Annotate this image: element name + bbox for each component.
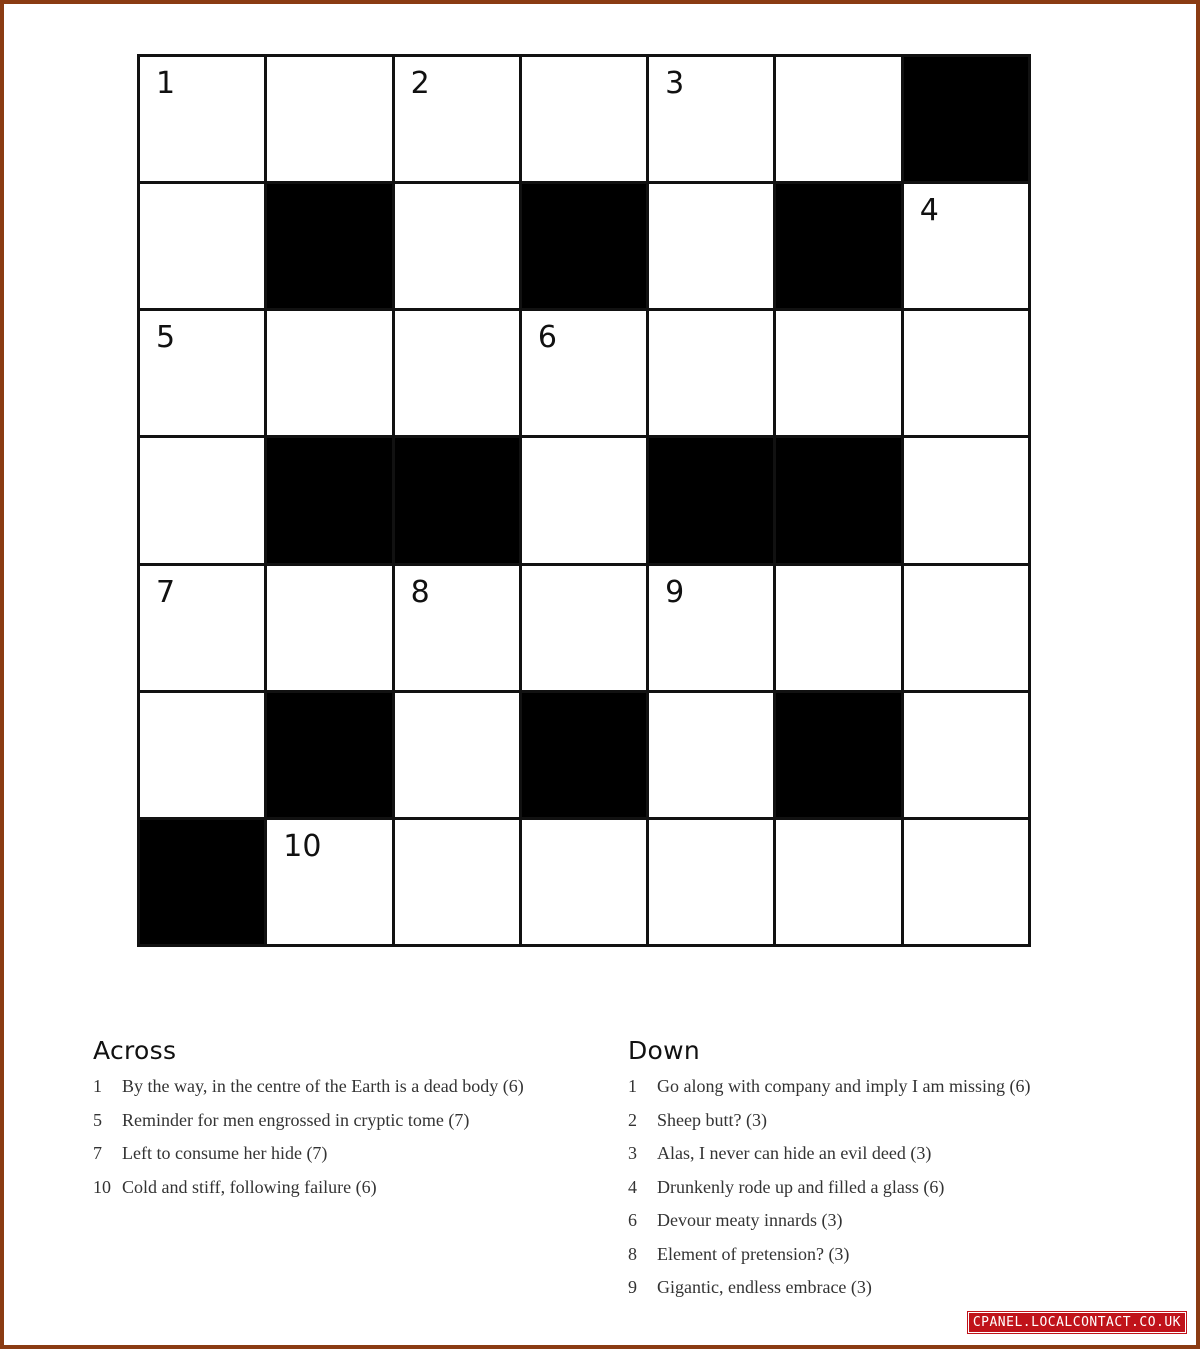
clue-text: Alas, I never can hide an evil deed (3)	[657, 1143, 932, 1163]
crossword-cell[interactable]	[522, 57, 646, 181]
crossword-cell[interactable]	[140, 438, 264, 562]
clue-number: 5	[93, 1109, 102, 1130]
clue-number: 3	[665, 66, 685, 101]
clue-number: 2	[628, 1109, 637, 1130]
down-clue[interactable]	[628, 1209, 1128, 1243]
crossword-cell[interactable]	[522, 820, 646, 944]
across-clue[interactable]	[93, 1109, 613, 1143]
crossword-cell[interactable]	[649, 820, 773, 944]
crossword-cell[interactable]	[140, 693, 264, 817]
clue-number: 3	[628, 1143, 637, 1163]
down-clue[interactable]	[628, 1176, 1128, 1210]
crossword-cell[interactable]	[649, 566, 773, 690]
crossword-cell[interactable]	[904, 693, 1028, 817]
down-clue[interactable]	[628, 1109, 1128, 1143]
clue-number: 1	[93, 1076, 102, 1096]
down-clue[interactable]	[628, 1075, 1128, 1109]
crossword-cell[interactable]	[649, 57, 773, 181]
crossword-cell[interactable]	[904, 566, 1028, 690]
clue-number: 10	[283, 828, 322, 864]
clue-text: Drunkenly rode up and filled a glass (6)	[657, 1176, 945, 1197]
crossword-cell[interactable]	[904, 438, 1028, 562]
across-clue[interactable]	[93, 1142, 613, 1176]
clue-number: 7	[156, 574, 176, 610]
clue-number: 1	[156, 66, 176, 101]
crossword-cell[interactable]	[904, 311, 1028, 435]
crossword-cell[interactable]	[776, 820, 900, 944]
crossword-grid	[137, 54, 1031, 947]
crossword-cell[interactable]	[522, 566, 646, 690]
crossword-cell[interactable]	[140, 311, 264, 435]
black-cell	[649, 438, 773, 562]
clue-number: 9	[665, 574, 685, 610]
crossword-cell[interactable]	[395, 311, 519, 435]
down-clue-list	[628, 1075, 1128, 1310]
crossword-cell[interactable]	[522, 311, 646, 435]
crossword-cell[interactable]	[267, 566, 391, 690]
black-cell	[776, 184, 900, 308]
clue-text: Devour meaty innards (3)	[657, 1210, 843, 1230]
crossword-cell[interactable]	[395, 820, 519, 944]
crossword-cell[interactable]	[776, 311, 900, 435]
black-cell	[776, 438, 900, 562]
crossword-cell[interactable]	[649, 693, 773, 817]
crossword-cell[interactable]	[267, 57, 391, 181]
clue-text: Left to consume her hide (7)	[122, 1143, 328, 1163]
down-clue[interactable]	[628, 1243, 1128, 1277]
across-clue-list	[93, 1075, 613, 1209]
clue-text: Go along with company and imply I am missing (6)	[657, 1076, 1031, 1096]
black-cell	[776, 693, 900, 817]
clue-number: 4	[628, 1176, 637, 1197]
across-clue[interactable]	[93, 1075, 613, 1109]
crossword-cell[interactable]	[140, 57, 264, 181]
clue-text: By the way, in the centre of the Earth is a dead body (6)	[122, 1076, 524, 1096]
across-clue[interactable]	[93, 1176, 613, 1210]
across-clues	[93, 1036, 613, 1209]
down-clue[interactable]	[628, 1276, 1128, 1310]
crossword-cell[interactable]	[267, 820, 391, 944]
clue-number: 5	[156, 320, 176, 356]
across-heading: Across	[93, 1036, 177, 1065]
crossword-cell[interactable]	[395, 693, 519, 817]
clue-number: 2	[410, 66, 430, 101]
black-cell	[395, 438, 519, 562]
crossword-cell[interactable]	[140, 184, 264, 308]
watermark-badge: CPANEL.LOCALCONTACT.CO.UK	[968, 1312, 1186, 1333]
clue-text: Cold and stiff, following failure (6)	[122, 1176, 377, 1197]
crossword-cell[interactable]	[649, 311, 773, 435]
clue-text: Gigantic, endless embrace (3)	[657, 1277, 872, 1297]
clue-number: 6	[628, 1210, 637, 1230]
black-cell	[267, 184, 391, 308]
down-clue[interactable]	[628, 1142, 1128, 1176]
crossword-cell[interactable]	[267, 311, 391, 435]
down-clues	[628, 1036, 1128, 1310]
clue-number: 4	[919, 193, 939, 229]
crossword-cell[interactable]	[904, 820, 1028, 944]
black-cell	[904, 57, 1028, 181]
clue-number: 10	[93, 1176, 111, 1197]
crossword-cell[interactable]	[522, 438, 646, 562]
black-cell	[267, 693, 391, 817]
down-heading: Down	[628, 1036, 701, 1065]
clue-text: Reminder for men engrossed in cryptic tome (7)	[122, 1109, 470, 1130]
black-cell	[522, 184, 646, 308]
clue-number: 6	[537, 320, 557, 356]
black-cell	[140, 820, 264, 944]
crossword-cell[interactable]	[395, 184, 519, 308]
clue-number: 8	[410, 574, 430, 610]
clue-number: 8	[628, 1243, 637, 1264]
crossword-cell[interactable]	[776, 57, 900, 181]
clue-number: 9	[628, 1277, 637, 1297]
crossword-cell[interactable]	[776, 566, 900, 690]
crossword-cell[interactable]	[904, 184, 1028, 308]
crossword-cell[interactable]	[140, 566, 264, 690]
clue-number: 7	[93, 1143, 102, 1163]
black-cell	[267, 438, 391, 562]
crossword-cell[interactable]	[395, 57, 519, 181]
clue-text: Sheep butt? (3)	[657, 1109, 767, 1130]
crossword-cell[interactable]	[395, 566, 519, 690]
clue-number: 1	[628, 1076, 637, 1096]
clue-text: Element of pretension? (3)	[657, 1243, 850, 1264]
crossword-cell[interactable]	[649, 184, 773, 308]
black-cell	[522, 693, 646, 817]
